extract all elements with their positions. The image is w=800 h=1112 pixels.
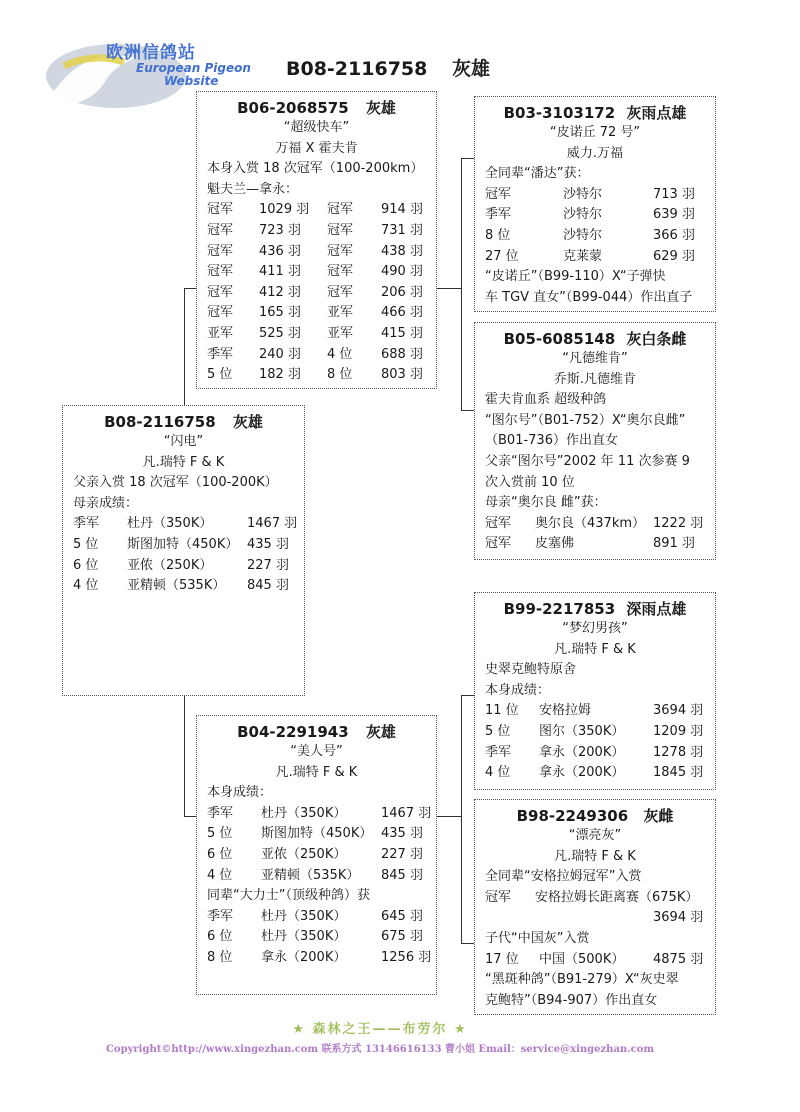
connector-line bbox=[461, 943, 474, 944]
subject-result-row-cell: 435 羽 bbox=[247, 536, 289, 552]
dd-row1b bbox=[475, 908, 715, 929]
sire-label: 魁夫兰—拿永： bbox=[207, 181, 299, 197]
subject-name: “闪电” bbox=[163, 434, 204, 449]
subject-result-row-cell: 杜丹（350K） bbox=[127, 516, 213, 532]
dd-line2: 子代“中国灰”入赏 bbox=[485, 930, 590, 946]
ds-result-row-cell: 1845 羽 bbox=[653, 765, 704, 781]
sire-result-row-cell: 723 羽 bbox=[259, 222, 301, 238]
ss-ring: B03-3103172 bbox=[503, 104, 616, 122]
dam-result-row-cell: 亚侬（250K） bbox=[261, 846, 347, 862]
sire-header bbox=[197, 98, 436, 118]
dam-result-row-cell: 6 位 bbox=[207, 846, 233, 862]
ds-result-row-cell: 4 位 bbox=[485, 765, 511, 781]
sire-result-row-cell: 冠军 bbox=[207, 202, 234, 218]
ss-result-row-cell: 沙特尔 bbox=[563, 227, 603, 243]
ds-breeder: 凡.瑞特 F & K bbox=[554, 641, 636, 657]
ss-result-row-cell: 366 羽 bbox=[653, 227, 695, 243]
ds-name: “梦幻男孩” bbox=[562, 621, 628, 636]
dd-row2-count: 4875 羽 bbox=[653, 951, 704, 967]
ss-result-row-cell: 冠军 bbox=[485, 186, 512, 202]
ss-result-row-cell: 629 羽 bbox=[653, 248, 695, 264]
sd-results bbox=[475, 514, 715, 555]
dam-sibling-row-cell: 675 羽 bbox=[381, 929, 423, 945]
ds-result-row-cell: 1278 羽 bbox=[653, 744, 704, 760]
dam-result-row bbox=[197, 866, 436, 887]
dd-row1 bbox=[475, 888, 715, 909]
ss-label: 全同辈“潘达”获： bbox=[485, 166, 590, 182]
sire-result-row bbox=[197, 262, 436, 283]
ds-result-row-cell: 1209 羽 bbox=[653, 723, 704, 739]
sire-result-row-cell: 415 羽 bbox=[381, 325, 423, 341]
subject-header bbox=[63, 412, 304, 432]
connector-line bbox=[184, 696, 185, 816]
sire-dam-card bbox=[474, 322, 716, 560]
logo-cn-text: 欧洲信鸽站 bbox=[106, 43, 196, 63]
dam-result-row bbox=[197, 824, 436, 845]
sd-result-row-cell: 冠军 bbox=[485, 515, 512, 531]
ss-result-row-cell: 8 位 bbox=[485, 227, 511, 243]
dam-result-row-cell: 斯图加特（450K） bbox=[261, 826, 373, 842]
ds-result-row bbox=[475, 722, 715, 743]
sire-result-row-cell: 240 羽 bbox=[259, 346, 301, 362]
sire-result-row-cell: 688 羽 bbox=[381, 346, 423, 362]
sire-color: 灰雄 bbox=[365, 99, 396, 117]
connector-line bbox=[184, 816, 196, 817]
ss-color: 灰雨点雄 bbox=[626, 104, 687, 122]
ds-color: 深雨点雄 bbox=[626, 600, 687, 618]
sire-result-row bbox=[197, 303, 436, 324]
dam-result-row-cell: 1467 羽 bbox=[381, 805, 432, 821]
sire-result-row-cell: 914 羽 bbox=[381, 202, 423, 218]
ds-result-row-cell: 季军 bbox=[485, 744, 512, 760]
sd-result-row-cell: 皮塞佛 bbox=[535, 536, 575, 552]
dd-row2 bbox=[475, 950, 715, 971]
sire-result-row-cell: 冠军 bbox=[327, 202, 354, 218]
dam-sibling-row-cell: 645 羽 bbox=[381, 908, 423, 924]
ss-results bbox=[475, 185, 715, 267]
subject-result-row-cell: 6 位 bbox=[73, 557, 99, 573]
sire-result-row bbox=[197, 283, 436, 304]
dd-row1-race: 安格拉姆长距离赛（675K） bbox=[535, 889, 699, 905]
sire-result-row-cell: 冠军 bbox=[327, 222, 354, 238]
connector-line bbox=[184, 288, 196, 289]
ss-result-row-cell: 沙特尔 bbox=[563, 207, 603, 223]
sire-result-row bbox=[197, 345, 436, 366]
dam-name: “美人号” bbox=[290, 744, 343, 759]
sire-result-row-cell: 411 羽 bbox=[259, 264, 301, 280]
ss-name: “皮诺丘 72 号” bbox=[549, 125, 641, 140]
ds-result-row-cell: 5 位 bbox=[485, 723, 511, 739]
sire-name: “超级快车” bbox=[283, 120, 350, 135]
sire-result-row-cell: 1029 羽 bbox=[259, 202, 310, 218]
ss-result-row-cell: 639 羽 bbox=[653, 207, 695, 223]
ds-result-row-cell: 拿永（200K） bbox=[539, 744, 625, 760]
ss-result-row-cell: 克莱蒙 bbox=[563, 248, 603, 264]
subject-breeder: 凡.瑞特 F & K bbox=[142, 454, 225, 470]
ss-result-row bbox=[475, 185, 715, 206]
ss-result-row bbox=[475, 205, 715, 226]
connector-line bbox=[184, 288, 185, 405]
dam-result-row-cell: 杜丹（350K） bbox=[261, 805, 347, 821]
sire-card bbox=[196, 91, 437, 389]
ss-tail2: 车 TGV 直女”（B99-044）作出直子 bbox=[485, 289, 693, 305]
sd-result-row bbox=[475, 514, 715, 535]
sd-label: 母亲“奥尔良 雌”获： bbox=[485, 495, 607, 511]
ss-result-row-cell: 季军 bbox=[485, 207, 512, 223]
dd-row1b-count: 3694 羽 bbox=[653, 910, 704, 926]
connector-line bbox=[461, 158, 462, 411]
dam-result-row-cell: 亚精顿（535K） bbox=[261, 867, 360, 883]
dam-sibling-row-cell: 季军 bbox=[207, 908, 234, 924]
sire-result-row-cell: 525 羽 bbox=[259, 325, 301, 341]
dam-dam-card bbox=[474, 799, 716, 1015]
dam-sibling-row-cell: 杜丹（350K） bbox=[261, 908, 347, 924]
dam-sibling-row bbox=[197, 907, 436, 928]
sire-result-row-cell: 206 羽 bbox=[381, 284, 423, 300]
dd-name: “漂亮灰” bbox=[568, 828, 622, 843]
ds-line1: 史翠克鲍特原舍 bbox=[485, 662, 577, 678]
subject-result-row bbox=[63, 535, 304, 556]
subject-color: 灰雄 bbox=[232, 413, 263, 431]
sire-result-row-cell: 165 羽 bbox=[259, 305, 301, 321]
sire-result-row-cell: 803 羽 bbox=[381, 367, 423, 383]
dd-line1: 全同辈“安格拉姆冠军”入赏 bbox=[485, 869, 642, 885]
dam-sire-card bbox=[474, 592, 716, 790]
ss-tail1: “皮诺丘”（B99-110）X“子弹快 bbox=[485, 269, 666, 285]
connector-line bbox=[461, 695, 474, 696]
dam-sibling-row bbox=[197, 927, 436, 948]
dd-tail2: 克鲍特”（B94-907）作出直女 bbox=[485, 992, 658, 1008]
sire-result-row-cell: 亚军 bbox=[327, 325, 354, 341]
subject-result-row-cell: 季军 bbox=[73, 516, 100, 532]
connector-line bbox=[437, 816, 461, 817]
subject-ring: B08-2116758 bbox=[104, 413, 216, 431]
sire-result-row-cell: 季军 bbox=[207, 346, 234, 362]
page-title bbox=[286, 54, 490, 81]
sire-result-row bbox=[197, 242, 436, 263]
subject-result-row-cell: 227 羽 bbox=[247, 557, 289, 573]
ss-result-row-cell: 713 羽 bbox=[653, 186, 695, 202]
sire-result-row-cell: 466 羽 bbox=[381, 305, 423, 321]
ss-result-row bbox=[475, 226, 715, 247]
ds-ring: B99-2217853 bbox=[503, 600, 616, 618]
dd-row1-place: 冠军 bbox=[485, 889, 512, 905]
sd-result-row-cell: 1222 羽 bbox=[653, 515, 704, 531]
ss-result-row bbox=[475, 247, 715, 268]
dd-color: 灰雌 bbox=[643, 807, 674, 825]
subject-result-row-cell: 亚侬（250K） bbox=[127, 557, 213, 573]
sire-result-row-cell: 182 羽 bbox=[259, 367, 301, 383]
dam-sibling-row-cell: 1256 羽 bbox=[381, 949, 432, 965]
ds-results bbox=[475, 701, 715, 783]
ss-header bbox=[475, 103, 715, 123]
dd-breeder: 凡.瑞特 F & K bbox=[554, 848, 636, 864]
connector-line bbox=[437, 288, 461, 289]
dam-result-row-cell: 5 位 bbox=[207, 826, 233, 842]
sd-name: “凡德维肯” bbox=[562, 351, 628, 366]
sd-line1: 霍夫肯血系 超级种鸽 bbox=[485, 392, 607, 408]
dam-sibling-row-cell: 杜丹（350K） bbox=[261, 929, 347, 945]
dd-tail1: “黑斑种鸽”（B91-279）X“灰史翠 bbox=[485, 972, 679, 988]
ds-result-row-cell: 图尔（350K） bbox=[539, 723, 625, 739]
dam-card bbox=[196, 715, 437, 995]
sd-result-row bbox=[475, 534, 715, 555]
sire-result-row bbox=[197, 200, 436, 221]
sire-result-row-cell: 490 羽 bbox=[381, 264, 423, 280]
sire-result-row bbox=[197, 365, 436, 386]
dam-label2: 同辈“大力士”（顶级种鸽）获 bbox=[207, 888, 370, 904]
subject-result-row bbox=[63, 576, 304, 597]
dam-color: 灰雄 bbox=[365, 723, 396, 741]
sire-result-row-cell: 亚军 bbox=[207, 325, 234, 341]
dam-result-row-cell: 845 羽 bbox=[381, 867, 423, 883]
subject-result-row-cell: 4 位 bbox=[73, 578, 99, 594]
dam-result-row bbox=[197, 845, 436, 866]
sire-result-row-cell: 冠军 bbox=[327, 264, 354, 280]
connector-line bbox=[461, 410, 474, 411]
sire-result-row-cell: 冠军 bbox=[207, 284, 234, 300]
sd-result-row-cell: 奥尔良（437km） bbox=[535, 515, 646, 531]
sire-result-row-cell: 731 羽 bbox=[381, 222, 423, 238]
sd-color: 灰白条雌 bbox=[626, 330, 687, 348]
logo-en-text-1: European Pigeon bbox=[136, 61, 251, 75]
sire-result-row bbox=[197, 324, 436, 345]
sd-header bbox=[475, 329, 715, 349]
sire-result-row-cell: 亚军 bbox=[327, 305, 354, 321]
ds-header bbox=[475, 599, 715, 619]
dam-label: 本身成绩： bbox=[207, 785, 273, 801]
sire-result-row-cell: 438 羽 bbox=[381, 243, 423, 259]
ss-result-row-cell: 27 位 bbox=[485, 248, 519, 264]
subject-result-row-cell: 845 羽 bbox=[247, 578, 289, 594]
dam-result-row-cell: 季军 bbox=[207, 805, 234, 821]
dam-ring: B04-2291943 bbox=[237, 723, 349, 741]
page-title-ring: B08-2116758 bbox=[286, 58, 428, 80]
dam-result-row-cell: 227 羽 bbox=[381, 846, 423, 862]
subject-results bbox=[63, 514, 304, 596]
subject-card bbox=[62, 405, 305, 696]
ds-result-row bbox=[475, 701, 715, 722]
sire-result-row-cell: 冠军 bbox=[207, 222, 234, 238]
sd-result-row-cell: 冠军 bbox=[485, 536, 512, 552]
subject-result-row-cell: 5 位 bbox=[73, 536, 99, 552]
sire-result-row-cell: 436 羽 bbox=[259, 243, 301, 259]
ds-result-row-cell: 安格拉姆 bbox=[539, 703, 592, 719]
sd-breeder: 乔斯.凡德维肯 bbox=[553, 371, 637, 387]
ss-cross: 威力.万福 bbox=[566, 145, 624, 161]
sire-result-row-cell: 冠军 bbox=[207, 264, 234, 280]
subject-result-row-cell: 亚精顿（535K） bbox=[127, 578, 226, 594]
sire-result-row-cell: 8 位 bbox=[327, 367, 353, 383]
connector-line bbox=[461, 695, 462, 943]
sire-result-row-cell: 冠军 bbox=[327, 243, 354, 259]
sd-line5: 次入赏前 10 位 bbox=[485, 474, 575, 490]
subject-note: 父亲入赏 18 次冠军（100-200K） bbox=[73, 475, 278, 491]
subject-result-row bbox=[63, 514, 304, 535]
dam-sibling-row bbox=[197, 948, 436, 969]
dam-sibling-row-cell: 6 位 bbox=[207, 929, 233, 945]
dam-sibling-results bbox=[197, 907, 436, 969]
footer-slogan: ★ 森林之王——布劳尔 ★ bbox=[292, 1022, 468, 1037]
sire-note: 本身入赏 18 次冠军（100-200km） bbox=[207, 161, 424, 177]
connector-line bbox=[461, 158, 474, 159]
ds-result-row-cell: 11 位 bbox=[485, 703, 519, 719]
sire-result-row-cell: 冠军 bbox=[327, 284, 354, 300]
dam-result-row-cell: 4 位 bbox=[207, 867, 233, 883]
dam-header bbox=[197, 722, 436, 742]
ds-result-row-cell: 3694 羽 bbox=[653, 703, 704, 719]
dd-row2-place: 17 位 bbox=[485, 951, 519, 967]
sire-result-row-cell: 4 位 bbox=[327, 346, 353, 362]
sire-result-row-cell: 412 羽 bbox=[259, 284, 301, 300]
dam-breeder: 凡.瑞特 F & K bbox=[275, 764, 358, 780]
sd-line3: （B01-736）作出直女 bbox=[485, 433, 618, 449]
sire-results bbox=[197, 200, 436, 385]
sd-result-row-cell: 891 羽 bbox=[653, 536, 695, 552]
sd-line2: “图尔号”（B01-752）X“奥尔良雌” bbox=[485, 412, 686, 428]
dam-sibling-row-cell: 8 位 bbox=[207, 949, 233, 965]
ss-result-row-cell: 沙特尔 bbox=[563, 186, 603, 202]
dam-result-row-cell: 435 羽 bbox=[381, 826, 423, 842]
page-title-color: 灰雄 bbox=[451, 58, 490, 80]
ds-result-row bbox=[475, 743, 715, 764]
subject-result-row-cell: 斯图加特（450K） bbox=[127, 536, 239, 552]
dam-result-row bbox=[197, 804, 436, 825]
footer-copyright: Copyright©http://www.xingezhan.com 联系方式 13146616133 曹小姐 Email：service@xingezhan.com bbox=[105, 1044, 655, 1055]
sire-result-row bbox=[197, 221, 436, 242]
dam-results bbox=[197, 804, 436, 886]
sire-cross: 万福 X 霍夫肯 bbox=[275, 140, 358, 156]
dd-row2-race: 中国（500K） bbox=[539, 951, 625, 967]
subject-label: 母亲成绩： bbox=[73, 495, 139, 511]
sire-result-row-cell: 5 位 bbox=[207, 367, 233, 383]
ds-result-row-cell: 拿永（200K） bbox=[539, 765, 625, 781]
ds-label: 本身成绩： bbox=[485, 682, 551, 698]
sire-result-row-cell: 冠军 bbox=[207, 243, 234, 259]
sd-line4: 父亲“图尔号”2002 年 11 次参赛 9 bbox=[485, 453, 690, 469]
logo-en-text-2: Website bbox=[164, 74, 219, 88]
subject-result-row-cell: 1467 羽 bbox=[247, 516, 298, 532]
dd-header bbox=[475, 806, 715, 826]
dd-ring: B98-2249306 bbox=[516, 807, 629, 825]
ds-result-row bbox=[475, 763, 715, 784]
dam-sibling-row-cell: 拿永（200K） bbox=[261, 949, 347, 965]
sire-result-row-cell: 冠军 bbox=[207, 305, 234, 321]
subject-result-row bbox=[63, 556, 304, 577]
sd-ring: B05-6085148 bbox=[503, 330, 616, 348]
sire-sire-card bbox=[474, 96, 716, 312]
sire-ring: B06-2068575 bbox=[237, 99, 349, 117]
